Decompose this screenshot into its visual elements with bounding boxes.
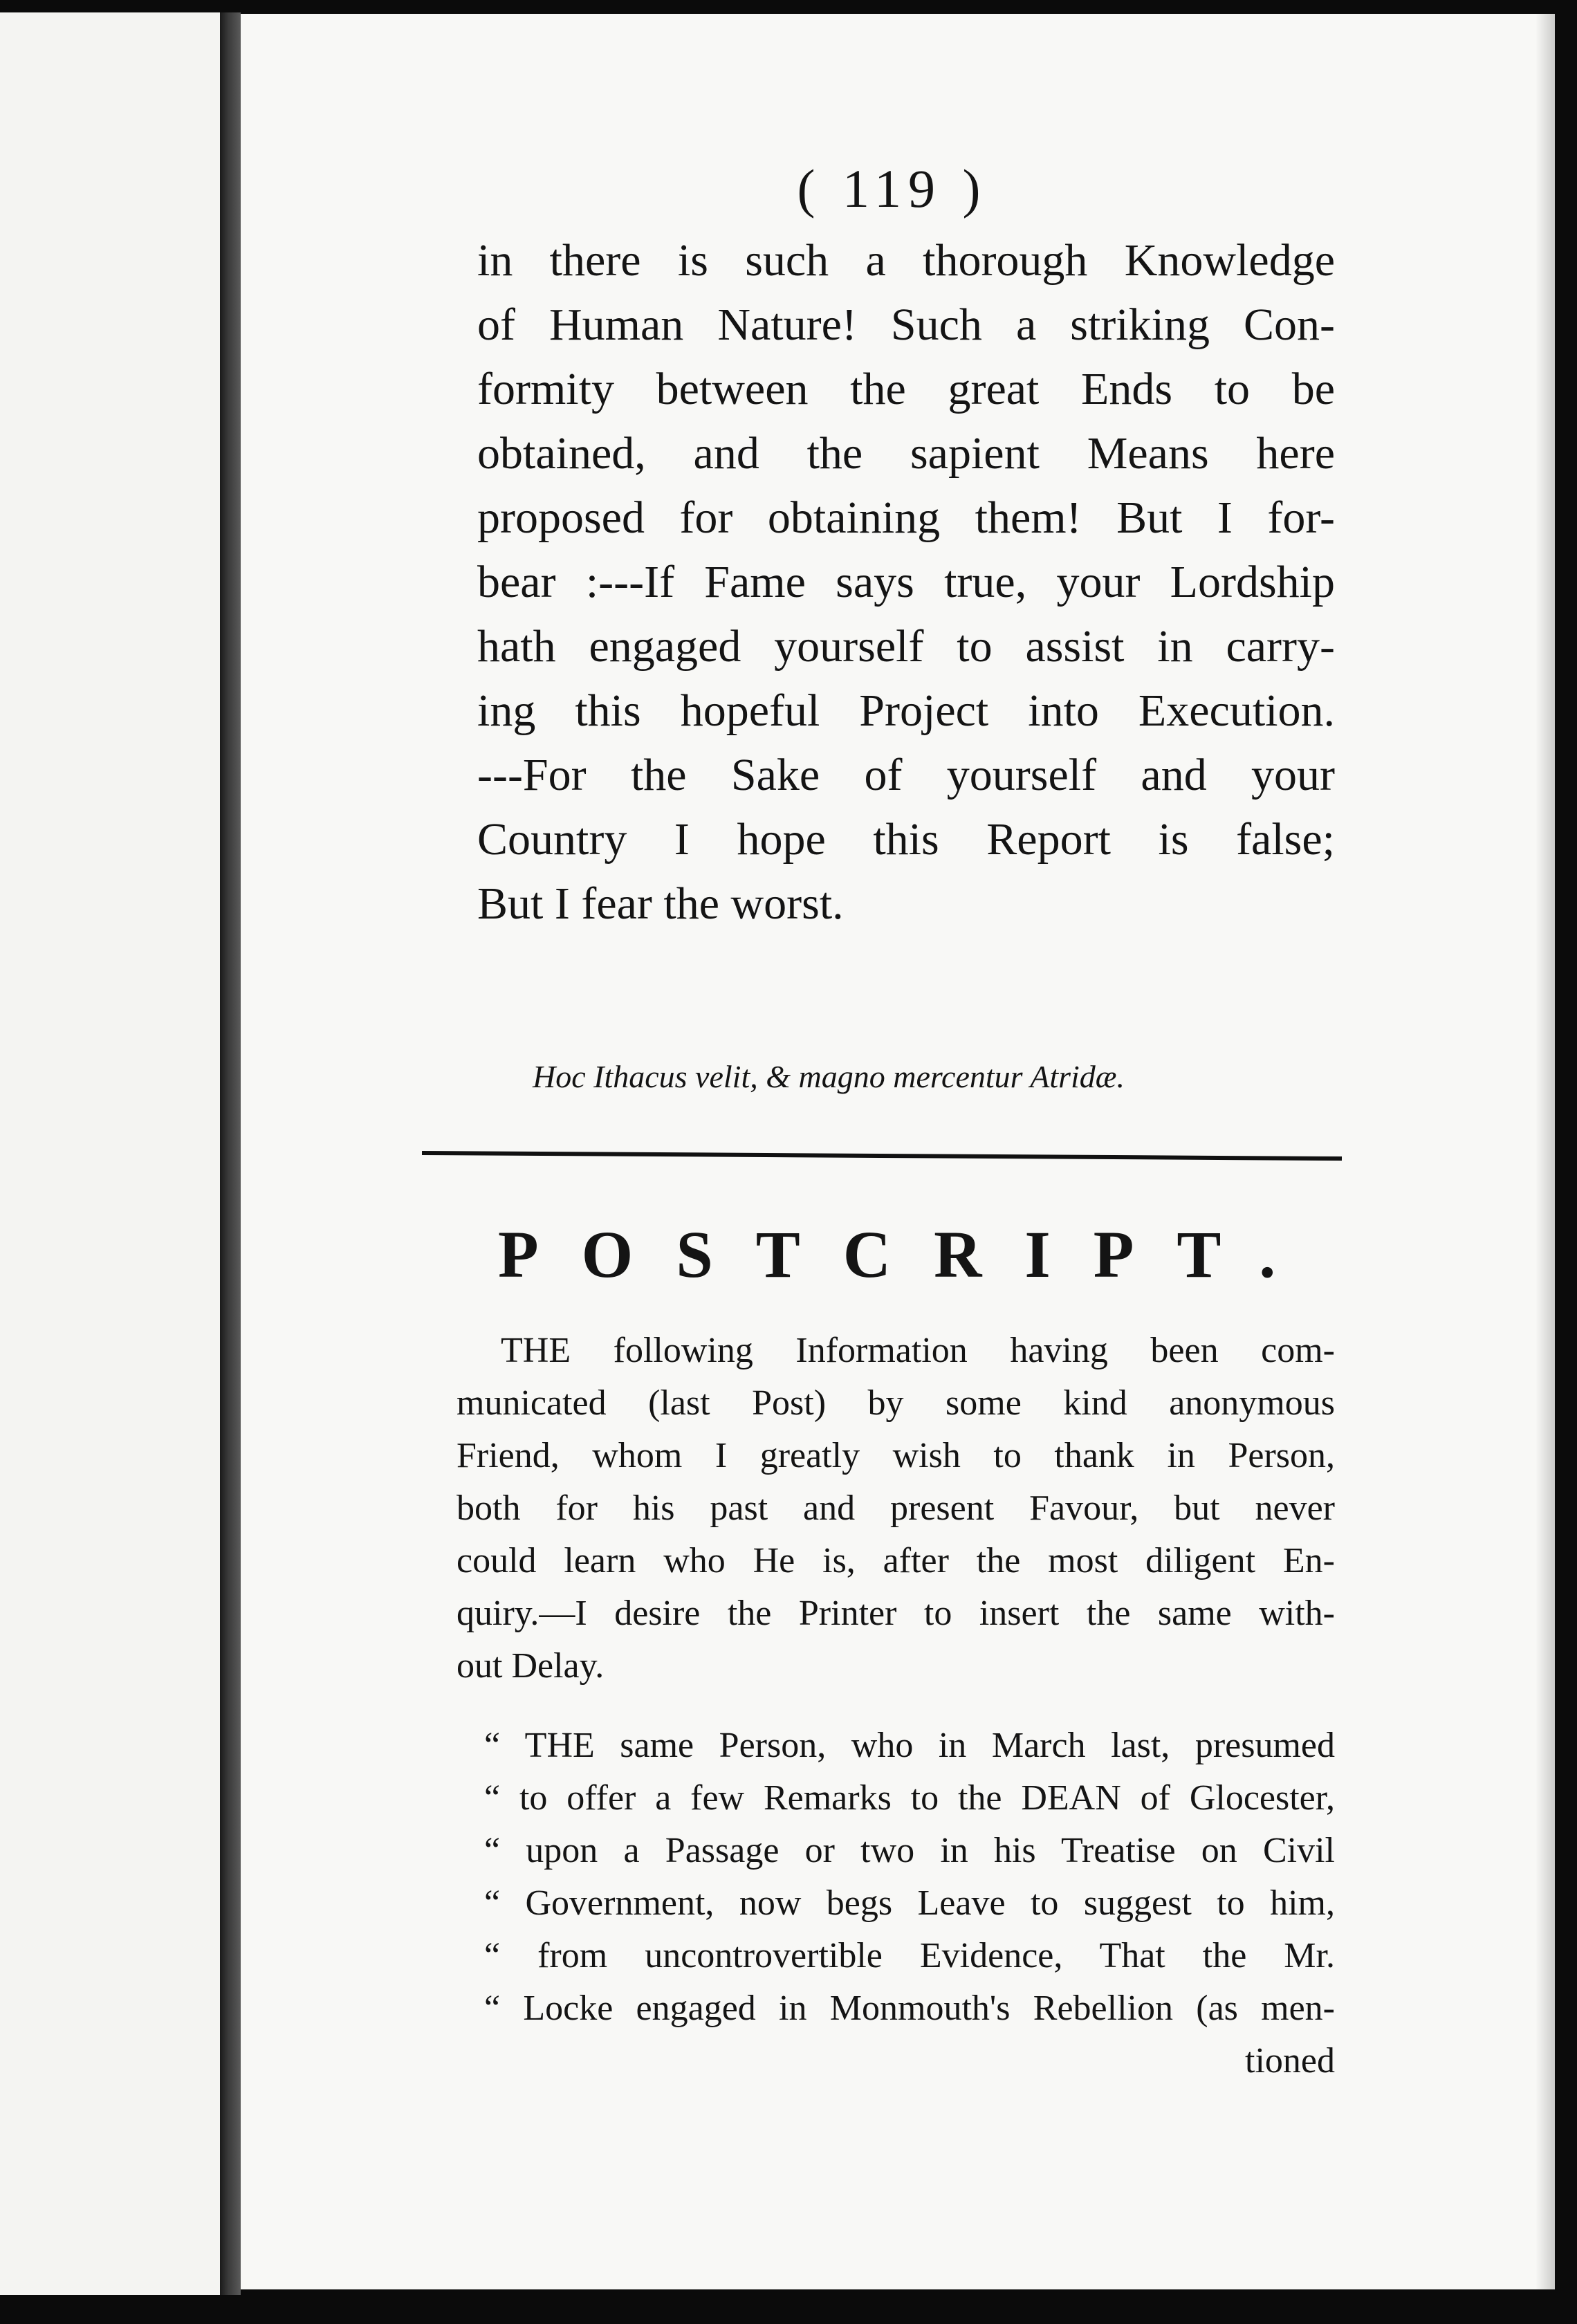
page-edge-shadow [1536, 14, 1555, 2289]
text-line: out Delay. [456, 1646, 605, 1686]
text-line: could learn who He is, after the most diligent En- [456, 1541, 1335, 1580]
text-line: both for his past and present Favour, but never [456, 1488, 1335, 1528]
latin-quotation: Hoc Ithacus velit, & magno mercentur Atridæ. [533, 1059, 1125, 1094]
text-line: “ upon a Passage or two in his Treatise on Civil [484, 1831, 1335, 1870]
book-gutter [220, 12, 241, 2295]
text-line: of Human Nature! Such a striking Con- [477, 299, 1335, 350]
text-line: Friend, whom I greatly wish to thank in Person, [456, 1436, 1335, 1475]
postscript-paragraph [456, 1325, 1335, 1693]
text-line: Country I hope this Report is false; [477, 814, 1335, 865]
text-line: But I fear the worst. [477, 878, 844, 929]
text-line: ing this hopeful Project into Execution. [477, 685, 1335, 736]
text-line: quiry.—I desire the Printer to insert the same with- [456, 1594, 1335, 1633]
text-line: formity between the great Ends to be [477, 364, 1335, 414]
text-line: ---For the Sake of yourself and your [477, 750, 1335, 800]
quoted-letter [484, 1719, 1335, 2087]
body-paragraph [477, 228, 1335, 936]
text-line: “ THE same Person, who in March last, presumed [484, 1726, 1335, 1765]
catchword: tioned [1245, 2041, 1335, 2081]
page-number: ( 119 ) [797, 158, 988, 219]
postscript-heading: POSTCRIPT. [498, 1217, 1319, 1291]
text-line: “ from uncontrovertible Evidence, That the Mr. [484, 1936, 1335, 1975]
text-line: in there is such a thorough Knowledge [477, 235, 1335, 286]
text-line: bear :---If Fame says true, your Lordship [477, 557, 1335, 607]
text-line: “ to offer a few Remarks to the DEAN of Glocester, [484, 1778, 1335, 1818]
text-line: municated (last Post) by some kind anonymous [456, 1383, 1335, 1423]
text-line: proposed for obtaining them! But I for- [477, 492, 1335, 543]
facing-page-edge [0, 12, 220, 2295]
text-line: “ Government, now begs Leave to suggest to him, [484, 1883, 1335, 1923]
text-line: obtained, and the sapient Means here [477, 428, 1335, 479]
text-line: hath engaged yourself to assist in carry- [477, 621, 1335, 672]
text-line: THE following Information having been com- [501, 1331, 1335, 1370]
text-line: “ Locke engaged in Monmouth's Rebellion (as men- [484, 1989, 1335, 2028]
